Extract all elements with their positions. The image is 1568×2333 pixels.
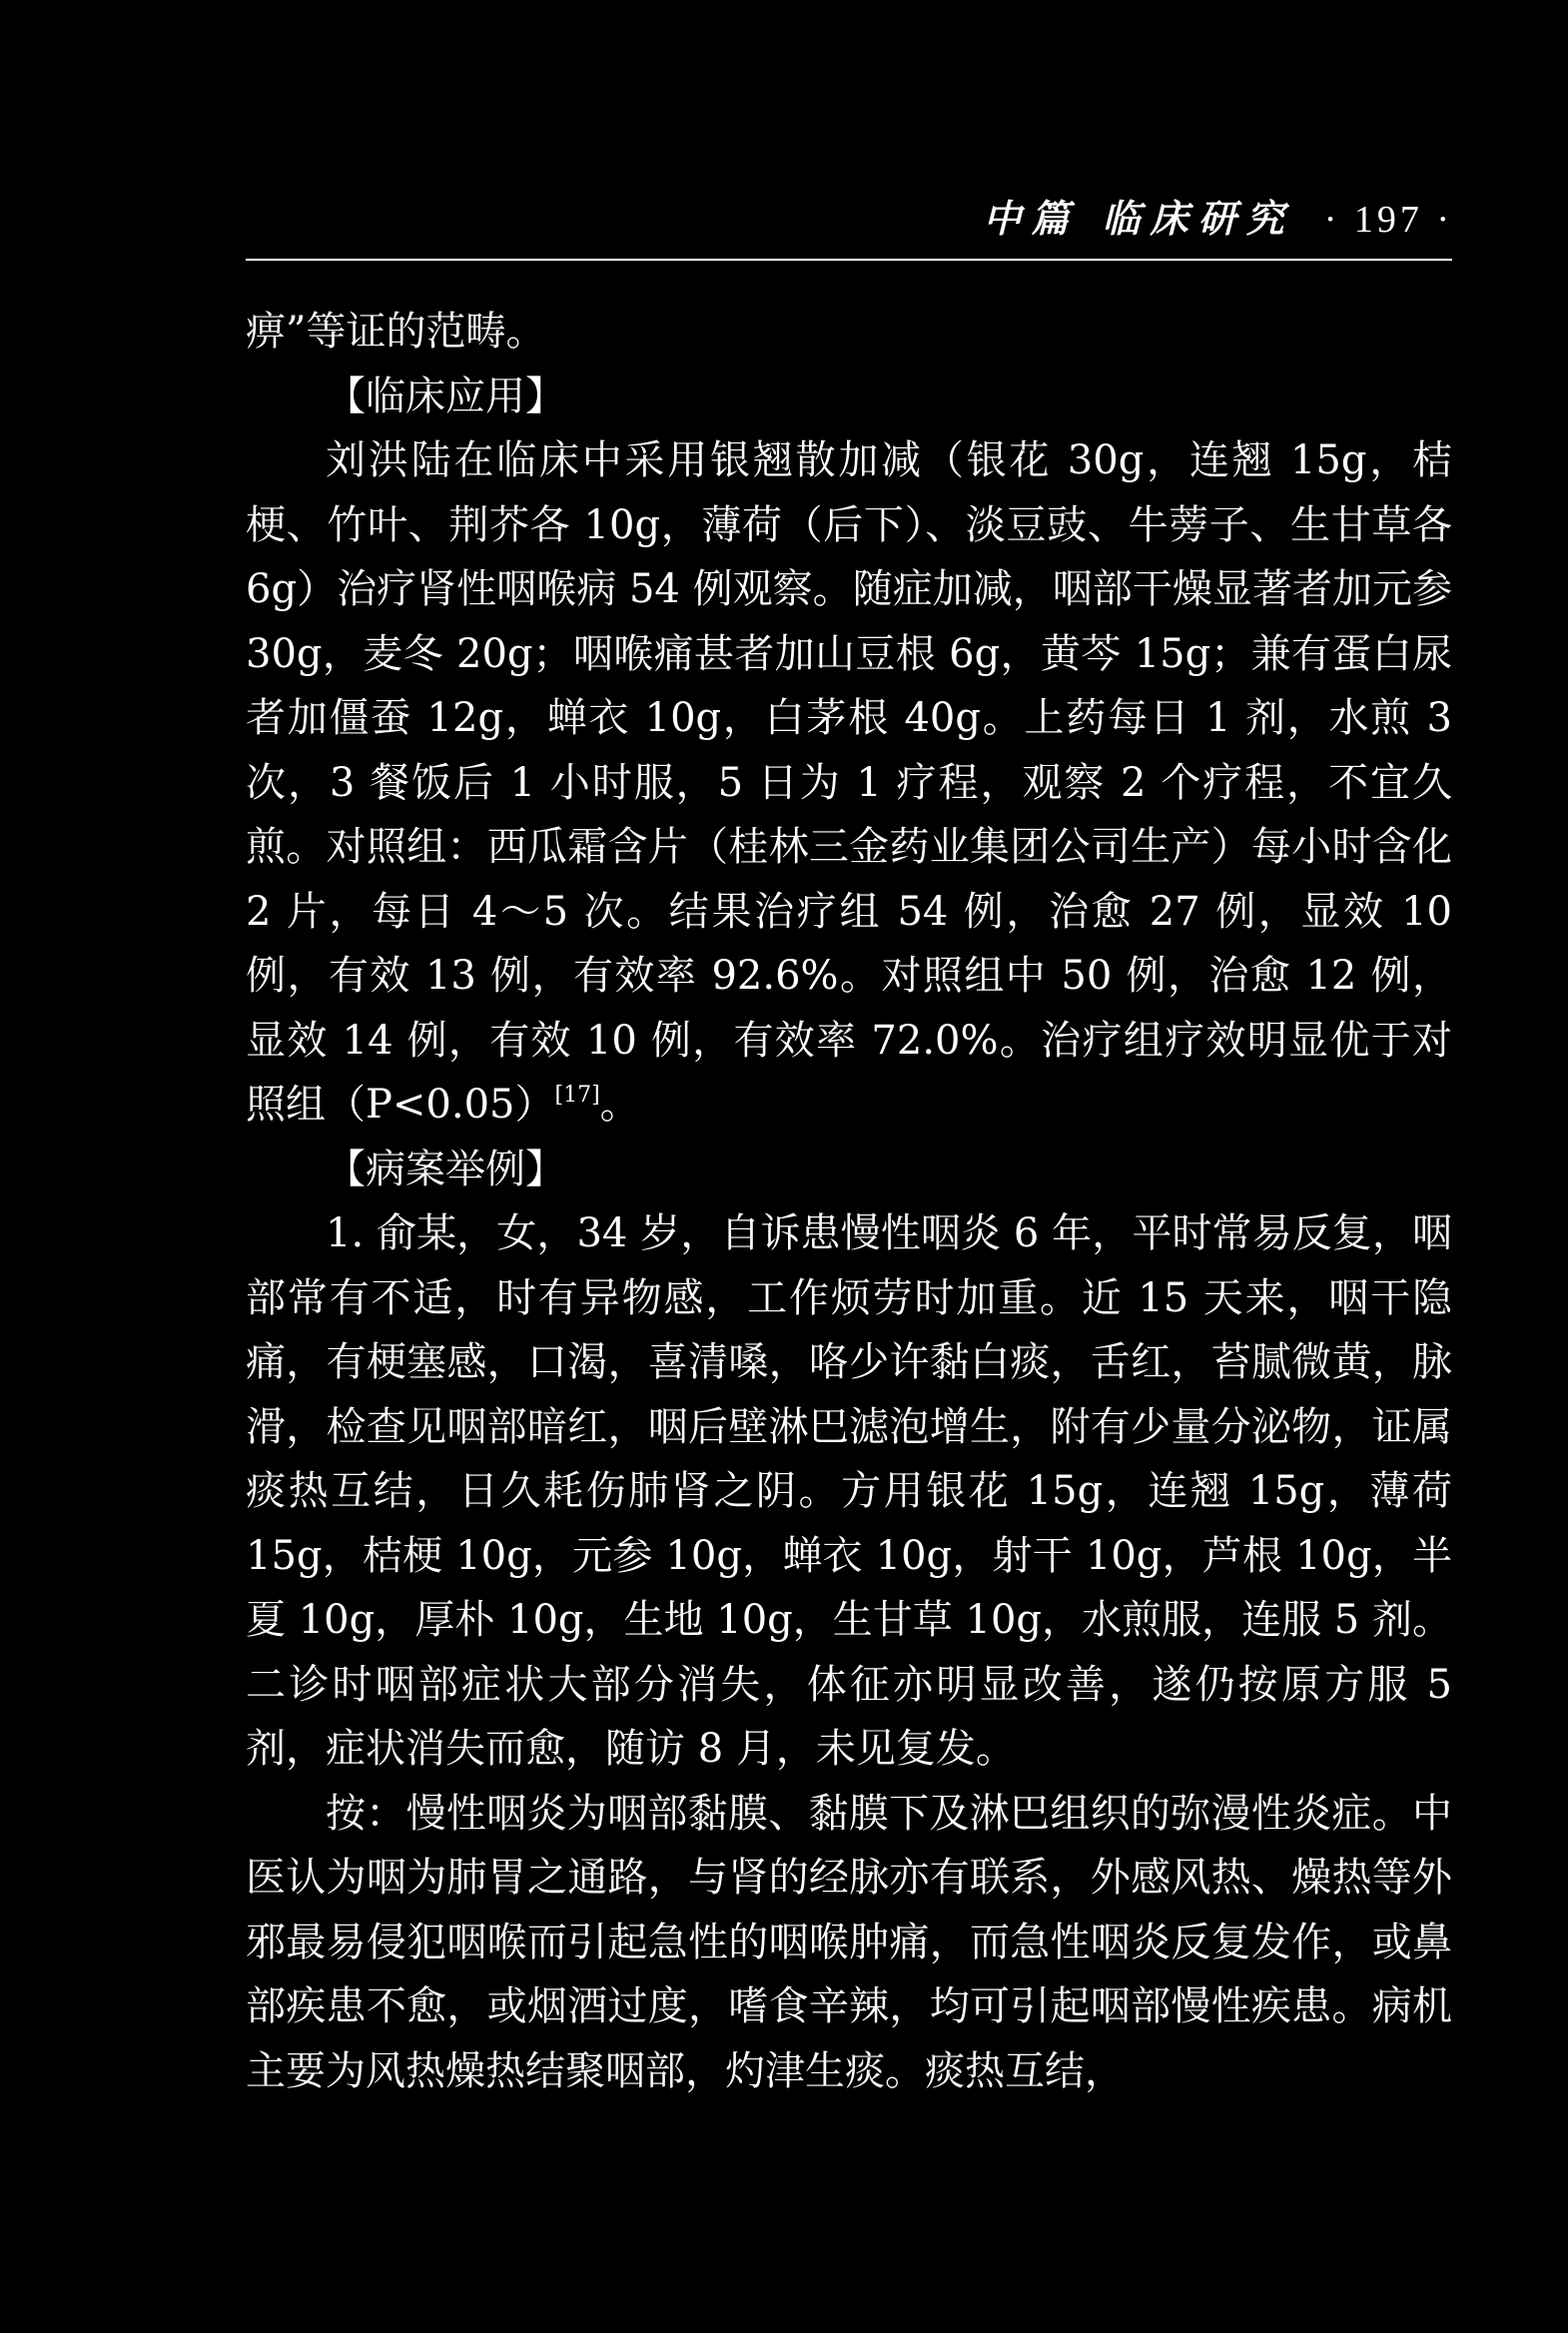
- page-number: · 197 ·: [1323, 199, 1453, 241]
- header-rule: [246, 259, 1452, 261]
- paragraph-case-1: 1. 俞某，女，34 岁，自诉患慢性咽炎 6 年，平时常易反复，咽部常有不适，时有异物感，工作烦劳时加重。近 15 天来，咽干隐痛，有梗塞感，口渴，喜清嗓，咯少许黏白痰，舌红，苔腻微黄，脉滑，检查见咽部暗红，咽后壁淋巴滤泡增生，附有少量分泌物，证属痰热互结，日久耗伤肺肾之阴。方用银花 15g，连翘 15g，薄荷 15g，桔梗 10g，元参 10g，蝉衣 10g，射干 10g，芦根 10g，半夏 10g，厚朴 10g，生地 10g，生甘草 10g，水煎服，连服 5 剂。二诊时咽部症状大部分消失，体征亦明显改善，遂仍按原方服 5 剂，症状消失而愈，随访 8 月，未见复发。: [246, 1210, 1452, 1772]
- running-header: [240, 188, 1453, 243]
- paragraph-commentary: 按：慢性咽炎为咽部黏膜、黏膜下及淋巴组织的弥漫性炎症。中医认为咽为肺胃之通路，与肾的经脉亦有联系，外感风热、燥热等外邪最易侵犯咽喉而引起急性的咽喉肿痛，而急性咽炎反复发作，或鼻部疾患不愈，或烟酒过度，嗜食辛辣，均可引起咽部慢性疾患。病机主要为风热燥热结聚咽部，灼津生痰。痰热互结，: [246, 1790, 1452, 2094]
- section-title: 中篇 临床研究: [983, 197, 1294, 241]
- body-text: [246, 300, 1452, 2103]
- citation-ref: [17]: [554, 1083, 600, 1108]
- clinical-study-text: 刘洪陆在临床中采用银翘散加减（银花 30g，连翘 15g，桔梗、竹叶、荆芥各 10g，薄荷（后下）、淡豆豉、牛蒡子、生甘草各 6g）治疗肾性咽喉病 54 例观察。随症加减，咽部干燥显著者加元参 30g，麦冬 20g；咽喉痛甚者加山豆根 6g，黄芩 15g；兼有蛋白尿者加僵蚕 12g，蝉衣 10g，白茅根 40g。上药每日 1 剂，水煎 3 次，3 餐饭后 1 小时服，5 日为 1 疗程，观察 2 个疗程，不宜久煎。对照组：西瓜霜含片（桂林三金药业集团公司生产）每小时含化 2 片，每日 4～5 次。结果治疗组 54 例，治愈 27 例，显效 10 例，有效 13 例，有效率 92.6%。对照组中 50 例，治愈 12 例，显效 14 例，有效 10 例，有效率 72.0%。治疗组疗效明显优于对照组（P<0.05）: [246, 437, 1452, 1128]
- paragraph-continuation: 痹”等证的范畴。: [246, 309, 546, 355]
- paragraph-clinical-study: [246, 428, 1452, 1138]
- heading-case-examples: 【病案举例】: [326, 1146, 565, 1192]
- clinical-study-end: 。: [599, 1082, 640, 1128]
- heading-clinical-application: 【临床应用】: [326, 373, 565, 419]
